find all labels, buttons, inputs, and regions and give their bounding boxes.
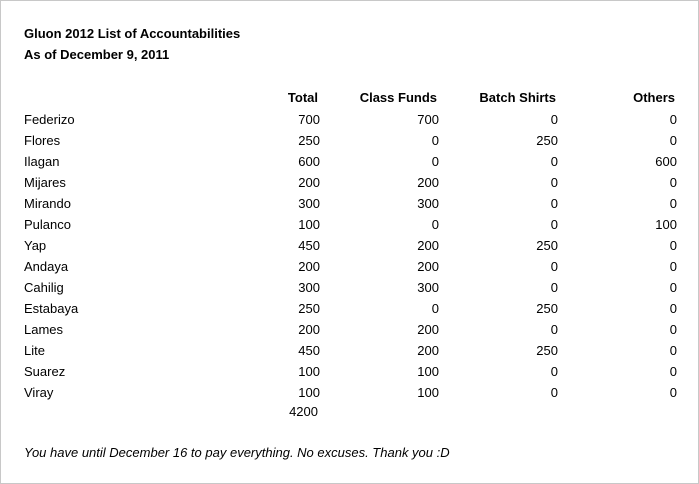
row-name: Estabaya [24,301,79,316]
accountabilities-table [1,109,699,403]
header-total: Total [287,90,318,105]
row-name: Mijares [24,175,66,190]
row-others: 0 [669,259,677,274]
row-class-funds: 0 [431,217,439,232]
table-row [1,361,699,382]
row-batch-shirts: 0 [550,364,558,379]
row-class-funds: 200 [417,259,439,274]
row-total: 600 [298,154,320,169]
row-name: Lames [24,322,64,337]
row-batch-shirts: 0 [550,196,558,211]
row-class-funds: 200 [417,175,439,190]
row-total: 300 [298,196,320,211]
table-row [1,319,699,340]
row-total: 200 [298,259,320,274]
table-row [1,130,699,151]
row-batch-shirts: 0 [550,259,558,274]
header-class-funds: Class Funds [359,90,437,105]
header-batch-shirts: Batch Shirts [479,90,556,105]
table-row [1,235,699,256]
row-class-funds: 300 [417,196,439,211]
row-class-funds: 100 [417,385,439,400]
header-others: Others [633,90,675,105]
row-name: Pulanco [24,217,71,232]
row-name: Andaya [24,259,69,274]
row-others: 0 [669,175,677,190]
row-batch-shirts: 0 [550,112,558,127]
row-others: 0 [669,196,677,211]
row-batch-shirts: 0 [550,217,558,232]
row-class-funds: 200 [417,238,439,253]
table-row [1,298,699,319]
row-others: 0 [669,301,677,316]
row-total: 200 [298,322,320,337]
table-row [1,277,699,298]
row-name: Mirando [24,196,71,211]
row-class-funds: 200 [417,322,439,337]
table-row [1,256,699,277]
row-name: Federizo [24,112,75,127]
row-others: 0 [669,280,677,295]
row-total: 700 [298,112,320,127]
row-name: Flores [24,133,61,148]
row-name: Yap [24,238,47,253]
row-class-funds: 0 [431,154,439,169]
row-class-funds: 0 [431,301,439,316]
row-batch-shirts: 0 [550,322,558,337]
document-title: Gluon 2012 List of Accountabilities [24,26,241,41]
row-total: 450 [298,238,320,253]
row-others: 100 [655,217,677,232]
row-others: 600 [655,154,677,169]
table-row [1,214,699,235]
row-name: Lite [24,343,45,358]
row-batch-shirts: 250 [536,133,558,148]
row-total: 450 [298,343,320,358]
row-batch-shirts: 250 [536,238,558,253]
row-others: 0 [669,238,677,253]
row-batch-shirts: 0 [550,280,558,295]
table-row [1,193,699,214]
row-batch-shirts: 250 [536,301,558,316]
row-others: 0 [669,322,677,337]
document-subtitle: As of December 9, 2011 [24,47,170,62]
row-class-funds: 0 [431,133,439,148]
row-total: 100 [298,217,320,232]
row-total: 100 [298,385,320,400]
row-others: 0 [669,364,677,379]
row-batch-shirts: 0 [550,175,558,190]
row-name: Cahilig [24,280,64,295]
row-batch-shirts: 0 [550,154,558,169]
row-others: 0 [669,112,677,127]
row-class-funds: 700 [417,112,439,127]
row-total: 100 [298,364,320,379]
row-name: Ilagan [24,154,60,169]
table-row [1,172,699,193]
table-row [1,109,699,130]
table-row [1,382,699,403]
row-others: 0 [669,133,677,148]
row-total: 250 [298,133,320,148]
row-total: 200 [298,175,320,190]
table-row [1,151,699,172]
row-name: Viray [24,385,54,400]
row-class-funds: 200 [417,343,439,358]
row-batch-shirts: 0 [550,385,558,400]
table-row [1,340,699,361]
row-batch-shirts: 250 [536,343,558,358]
row-others: 0 [669,343,677,358]
grand-total: 4200 [289,404,318,419]
row-total: 250 [298,301,320,316]
footer-note: You have until December 16 to pay everything. No excuses. Thank you :D [24,445,450,460]
row-total: 300 [298,280,320,295]
row-others: 0 [669,385,677,400]
row-class-funds: 300 [417,280,439,295]
row-class-funds: 100 [417,364,439,379]
row-name: Suarez [24,364,66,379]
